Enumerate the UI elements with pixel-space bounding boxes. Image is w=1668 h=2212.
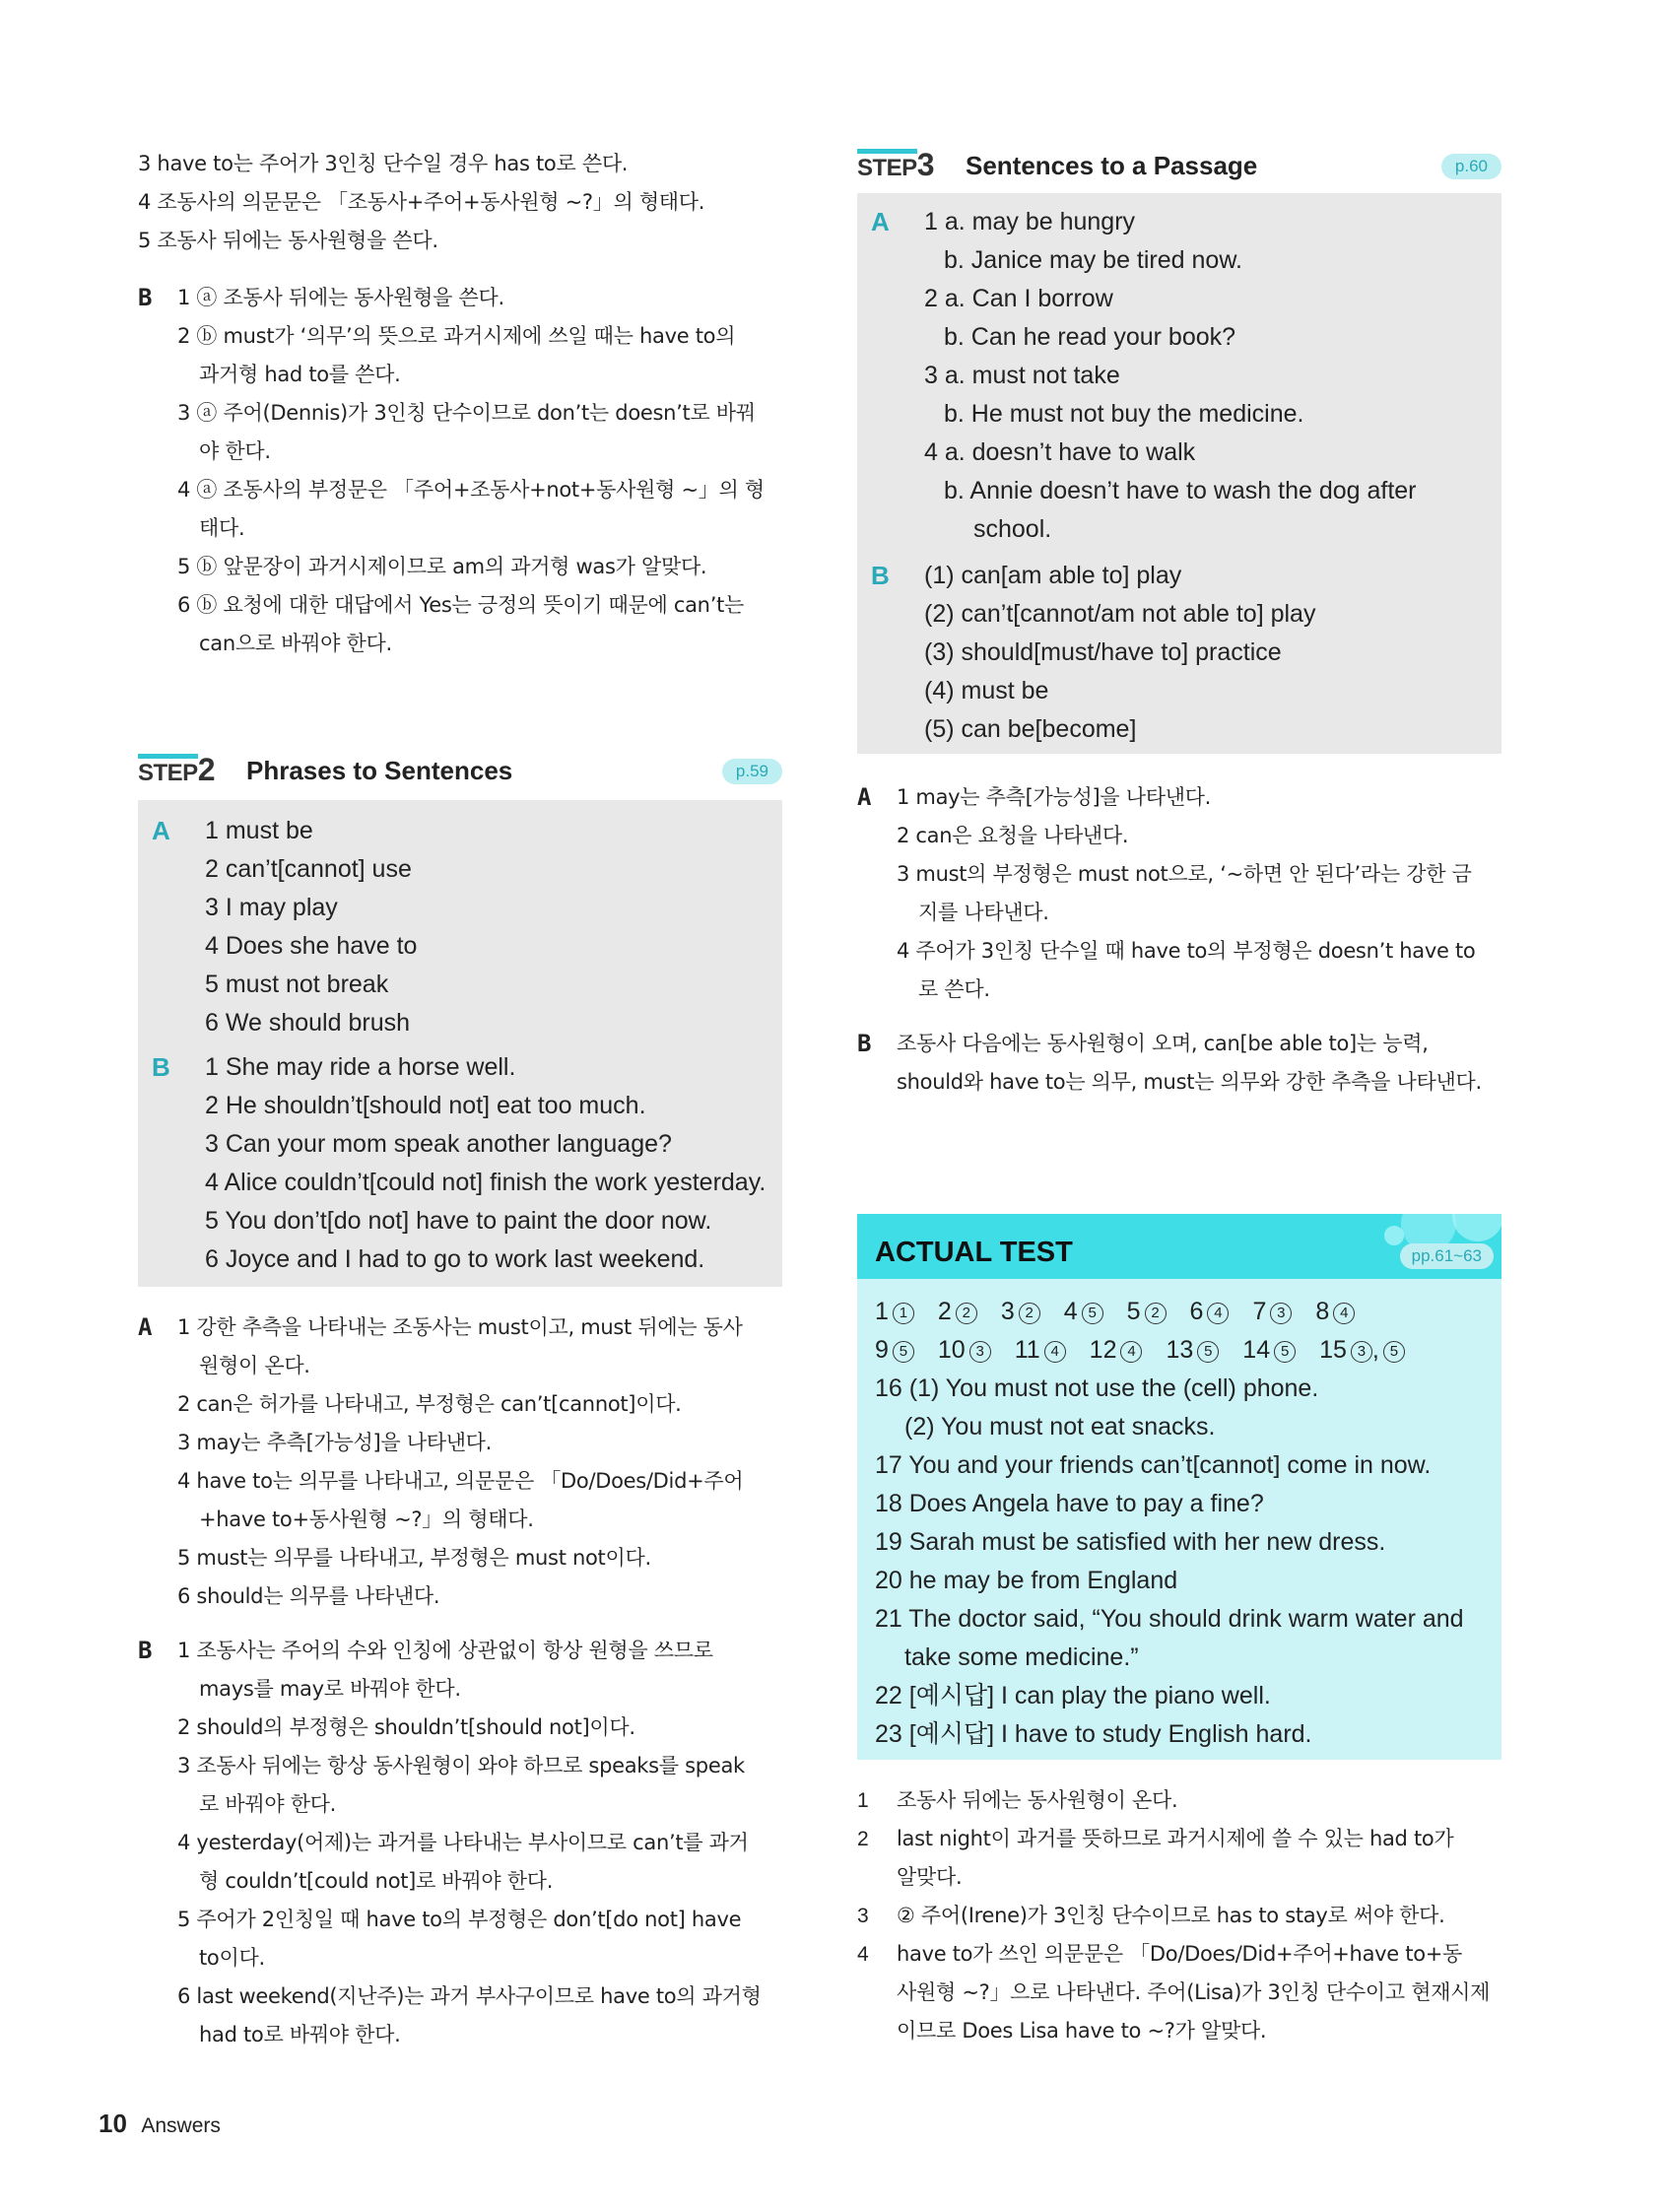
mc-question-number: 14 xyxy=(1242,1336,1271,1364)
mc-question-number: 7 xyxy=(1252,1298,1267,1325)
explanation-text: 조동사 뒤에는 동사원형이 온다. xyxy=(897,1788,1178,1812)
mc-choice-circle: 5 xyxy=(1274,1341,1296,1363)
mc-question-number: 11 xyxy=(1014,1336,1040,1364)
answer-item: 18 Does Angela have to pay a fine? xyxy=(875,1490,1264,1517)
answer-item: 4 a. doesn’t have to walk xyxy=(924,438,1196,466)
mc-answer xyxy=(938,1331,991,1370)
answer-item: take some medicine.” xyxy=(904,1643,1139,1671)
actual-test-title: ACTUAL TEST xyxy=(875,1237,1073,1268)
answer-item: 3 I may play xyxy=(205,894,338,921)
mc-choice-circle: 2 xyxy=(1145,1303,1167,1324)
answer-item: 4 Does she have to xyxy=(205,932,418,960)
answer-item: 6 Joyce and I had to go to work last weekend. xyxy=(205,1245,705,1273)
mc-question-number: 1 xyxy=(875,1298,889,1325)
section-letter-b: B xyxy=(138,284,153,311)
explanation-item-cont: 형 couldn’t[could not]로 바꿔야 한다. xyxy=(199,1869,554,1893)
explanation-line: 4 조동사의 의문문은 「조동사+주어+동사원형 ~?」의 형태다. xyxy=(138,190,705,214)
explanation-item: 1 ⓐ 조동사 뒤에는 동사원형을 쓴다. xyxy=(177,286,504,309)
explanation-item xyxy=(857,1781,1503,1820)
actual-test-page-badge: pp.61~63 xyxy=(1400,1243,1494,1269)
answer-item: b. Can he read your book? xyxy=(944,323,1236,351)
mc-question-number: 13 xyxy=(1166,1336,1194,1364)
explanation-item-cont: 지를 나타낸다. xyxy=(918,901,1049,924)
step3-badge: STEP3 xyxy=(857,147,935,182)
explanation-item: 5 주어가 2인칭일 때 have to의 부정형은 don’t[do not] have xyxy=(177,1908,742,1931)
explanation-item: 6 should는 의무를 나타낸다. xyxy=(177,1584,440,1608)
answer-item: b. He must not buy the medicine. xyxy=(944,400,1304,428)
explanation-item-cont: 야 한다. xyxy=(199,439,271,463)
explanation-item-cont: +have to+동사원형 ~?」의 형태다. xyxy=(199,1508,534,1531)
explanation-line: should와 have to는 의무, must는 의무와 강한 추측을 나타낸다. xyxy=(897,1070,1482,1094)
mc-choice-circle: 5 xyxy=(1082,1303,1103,1324)
explanation-item: 3 ⓐ 주어(Dennis)가 3인칭 단수이므로 don’t는 doesn’t로 바꿔 xyxy=(177,401,756,425)
explanation-item-cont: had to로 바꿔야 한다. xyxy=(199,2023,401,2046)
mc-answer xyxy=(1090,1331,1143,1370)
step2-title: Phrases to Sentences xyxy=(246,756,513,785)
right-mid-explanations xyxy=(857,778,1503,1102)
question-number: 3 xyxy=(857,1905,869,1927)
answer-item: 1 a. may be hungry xyxy=(924,208,1136,235)
mc-choice-circle: 3 xyxy=(1351,1341,1372,1363)
answer-item: (2) You must not eat snacks. xyxy=(904,1413,1216,1441)
mc-choice-circle: 5 xyxy=(1197,1341,1219,1363)
step2-header xyxy=(138,749,782,794)
step3-answer-box xyxy=(857,193,1501,754)
explanation-item: 4 yesterday(어제)는 과거를 나타내는 부사이므로 can’t를 과거 xyxy=(177,1831,749,1854)
mc-answer xyxy=(1064,1293,1103,1331)
explanation-item: 3 may는 추측[가능성]을 나타낸다. xyxy=(177,1431,493,1454)
mc-answer xyxy=(1190,1293,1230,1331)
step2-badge: STEP2 xyxy=(138,752,216,787)
mc-answer xyxy=(875,1293,914,1331)
answer-item: 5 must not break xyxy=(205,971,389,998)
mc-answer xyxy=(1166,1331,1219,1370)
explanation-item xyxy=(857,1897,1503,1935)
explanation-item: 2 can은 허가를 나타내고, 부정형은 can’t[cannot]이다. xyxy=(177,1392,682,1416)
answer-item: 2 a. Can I borrow xyxy=(924,285,1113,312)
question-number: 2 xyxy=(857,1828,869,1850)
explanation-item-cont: 로 바꿔야 한다. xyxy=(199,1792,337,1816)
step2-page-badge: p.59 xyxy=(722,759,782,784)
answer-item: 22 [예시답] I can play the piano well. xyxy=(875,1682,1271,1709)
mc-question-number: 9 xyxy=(875,1336,889,1364)
explanation-item: 2 can은 요청을 나타낸다. xyxy=(897,824,1129,847)
section-letter-b: B xyxy=(138,1637,153,1664)
explanation-item xyxy=(857,1935,1503,2050)
mc-choice-circle: 3 xyxy=(1270,1303,1292,1324)
section-letter-a: A xyxy=(871,207,890,236)
answer-item: 2 He shouldn’t[should not] eat too much. xyxy=(205,1092,646,1119)
explanation-text-cont: 이므로 Does Lisa have to ~?가 알맞다. xyxy=(897,2019,1267,2043)
explanation-text-cont: 알맞다. xyxy=(897,1865,963,1889)
explanation-item-cont: mays를 may로 바꿔야 한다. xyxy=(199,1677,461,1701)
mc-choice-circle: 5 xyxy=(893,1341,914,1363)
mc-question-number: 12 xyxy=(1089,1336,1117,1364)
mc-answer xyxy=(875,1331,914,1370)
section-letter-b: B xyxy=(152,1052,170,1082)
explanation-item: 4 have to는 의무를 나타내고, 의문문은 「Do/Does/Did+주어 xyxy=(177,1469,744,1493)
step3-page-badge: p.60 xyxy=(1441,154,1501,179)
mc-question-number: 4 xyxy=(1063,1298,1078,1325)
answer-item: 20 he may be from England xyxy=(875,1567,1178,1594)
explanation-item: 1 may는 추측[가능성]을 나타낸다. xyxy=(897,785,1212,809)
answer-item: 17 You and your friends can’t[cannot] come in now. xyxy=(875,1451,1432,1479)
explanation-text: ② 주어(Irene)가 3인칭 단수이므로 has to stay로 써야 한다. xyxy=(897,1904,1445,1927)
actual-test-answer-box xyxy=(857,1279,1501,1760)
answer-item: 6 We should brush xyxy=(205,1009,410,1037)
footer-label: Answers xyxy=(141,2114,221,2137)
step3-header xyxy=(857,144,1501,189)
explanation-text: last night이 과거를 뜻하므로 과거시제에 쓸 수 있는 had to가 xyxy=(897,1827,1454,1850)
mc-answers-row-2 xyxy=(875,1331,1501,1370)
step2-answer-box xyxy=(138,800,782,1287)
mc-choice-circle: 4 xyxy=(1120,1341,1142,1363)
section-letter-b: B xyxy=(857,1030,872,1057)
explanation-item: 5 ⓑ 앞문장이 과거시제이므로 am의 과거형 was가 알맞다. xyxy=(177,555,707,578)
answer-item: 5 You don’t[do not] have to paint the door now. xyxy=(205,1207,712,1235)
answer-item: 3 a. must not take xyxy=(924,362,1120,389)
answer-item: (4) must be xyxy=(924,677,1049,704)
actual-test-header xyxy=(857,1214,1501,1279)
mc-answer xyxy=(1252,1293,1292,1331)
answer-item: 21 The doctor said, “You should drink warm water and xyxy=(875,1605,1464,1633)
section-letter-a: A xyxy=(138,1313,153,1341)
explanation-item: 3 must의 부정형은 must not으로, ‘~하면 안 된다’라는 강한 금 xyxy=(897,862,1472,886)
explanation-item xyxy=(857,1820,1503,1897)
explanation-line: 조동사 다음에는 동사원형이 오며, can[be able to]는 능력, xyxy=(897,1032,1429,1055)
answer-item: 1 must be xyxy=(205,817,313,844)
mc-choice-circle: 3 xyxy=(969,1341,991,1363)
mc-question-number: 6 xyxy=(1189,1298,1204,1325)
answer-item: 23 [예시답] I have to study English hard. xyxy=(875,1720,1312,1748)
left-top-b-explanations xyxy=(138,279,788,663)
question-number: 4 xyxy=(857,1943,869,1966)
section-letter-b: B xyxy=(871,561,890,590)
page-number: 10 xyxy=(99,2109,127,2138)
mc-question-number: 3 xyxy=(1000,1298,1015,1325)
mc-answer xyxy=(1242,1331,1296,1370)
mc-choice-circle: 4 xyxy=(1207,1303,1229,1324)
mc-question-number: 8 xyxy=(1315,1298,1330,1325)
mc-answer xyxy=(938,1293,977,1331)
explanation-item: 1 조동사는 주어의 수와 인칭에 상관없이 항상 원형을 쓰므로 xyxy=(177,1639,713,1662)
left-bottom-explanations xyxy=(138,1308,788,2054)
answer-item: b. Annie doesn’t have to wash the dog after xyxy=(944,477,1417,504)
mc-choice-circle: 2 xyxy=(1019,1303,1040,1324)
mc-choice-circle: 5 xyxy=(1383,1341,1405,1363)
explanation-item: 2 ⓑ must가 ‘의무’의 뜻으로 과거시제에 쓰일 때는 have to의 xyxy=(177,324,736,348)
mc-answer xyxy=(1315,1293,1355,1331)
explanation-line: 3 have to는 주어가 3인칭 단수일 경우 has to로 쓴다. xyxy=(138,152,629,175)
explanation-item: 3 조동사 뒤에는 항상 동사원형이 와야 하므로 speaks를 speak xyxy=(177,1754,745,1777)
mc-answer: 15 3 , 5 xyxy=(1319,1331,1405,1370)
mc-choice-circle: 4 xyxy=(1333,1303,1355,1324)
explanation-item: 4 ⓐ 조동사의 부정문은 「주어+조동사+not+동사원형 ~」의 형 xyxy=(177,478,765,502)
answer-item: 2 can’t[cannot] use xyxy=(205,855,412,883)
page-footer xyxy=(99,2109,221,2139)
mc-choice-circle: 4 xyxy=(1044,1341,1066,1363)
explanation-text-cont: 사원형 ~?」으로 나타낸다. 주어(Lisa)가 3인칭 단수이고 현재시제 xyxy=(897,1980,1491,2004)
mc-answer xyxy=(1001,1293,1040,1331)
explanation-item-cont: can으로 바꿔야 한다. xyxy=(199,632,392,655)
answer-item: (5) can be[become] xyxy=(924,715,1137,743)
mc-choice-circle: 1 xyxy=(893,1303,914,1324)
answer-item: (1) can[am able to] play xyxy=(924,562,1182,589)
actual-test-explanations xyxy=(857,1781,1503,2050)
explanation-item-cont: 과거형 had to를 쓴다. xyxy=(199,363,401,386)
question-number: 1 xyxy=(857,1789,869,1812)
answer-item: school. xyxy=(973,515,1052,543)
explanation-item-cont: 로 쓴다. xyxy=(918,977,990,1001)
explanation-text: have to가 쓰인 의문문은 「Do/Does/Did+주어+have to+동 xyxy=(897,1942,1463,1966)
mc-question-number: 5 xyxy=(1126,1298,1141,1325)
mc-answers-row-1 xyxy=(875,1293,1501,1331)
answer-item: 16 (1) You must not use the (cell) phone. xyxy=(875,1374,1319,1402)
answer-item: 3 Can your mom speak another language? xyxy=(205,1130,672,1158)
explanation-item-cont: 태다. xyxy=(199,516,245,540)
mc-question-number: 10 xyxy=(937,1336,966,1364)
answer-item: (2) can’t[cannot/am not able to] play xyxy=(924,600,1316,628)
explanation-item: 2 should의 부정형은 shouldn’t[should not]이다. xyxy=(177,1715,635,1739)
step3-title: Sentences to a Passage xyxy=(966,151,1258,180)
answer-item: b. Janice may be tired now. xyxy=(944,246,1242,274)
mc-answer xyxy=(1127,1293,1167,1331)
mc-question-number: 2 xyxy=(937,1298,952,1325)
explanation-item: 1 강한 추측을 나타내는 조동사는 must이고, must 뒤에는 동사 xyxy=(177,1315,743,1339)
mc-question-number: 15 xyxy=(1319,1336,1347,1364)
mc-choice-circle: 2 xyxy=(956,1303,977,1324)
explanation-item-cont: to이다. xyxy=(199,1946,265,1970)
explanation-item: 6 ⓑ 요청에 대한 대답에서 Yes는 긍정의 뜻이기 때문에 can’t는 xyxy=(177,593,744,617)
answer-item: 4 Alice couldn’t[could not] finish the work yesterday. xyxy=(205,1169,767,1196)
left-top-explanations xyxy=(138,145,788,260)
explanation-item: 6 last weekend(지난주)는 과거 부사구이므로 have to의 과거형 xyxy=(177,1984,762,2008)
answer-item: 19 Sarah must be satisfied with her new dress. xyxy=(875,1528,1386,1556)
answer-item: (3) should[must/have to] practice xyxy=(924,638,1282,666)
mc-answer xyxy=(1015,1331,1066,1370)
answer-item: 1 She may ride a horse well. xyxy=(205,1053,516,1081)
explanation-item-cont: 원형이 온다. xyxy=(199,1354,310,1377)
explanation-item: 5 must는 의무를 나타내고, 부정형은 must not이다. xyxy=(177,1546,651,1570)
explanation-line: 5 조동사 뒤에는 동사원형을 쓴다. xyxy=(138,229,438,252)
section-letter-a: A xyxy=(152,816,170,845)
explanation-item: 4 주어가 3인칭 단수일 때 have to의 부정형은 doesn’t have to xyxy=(897,939,1476,963)
section-letter-a: A xyxy=(857,783,872,811)
